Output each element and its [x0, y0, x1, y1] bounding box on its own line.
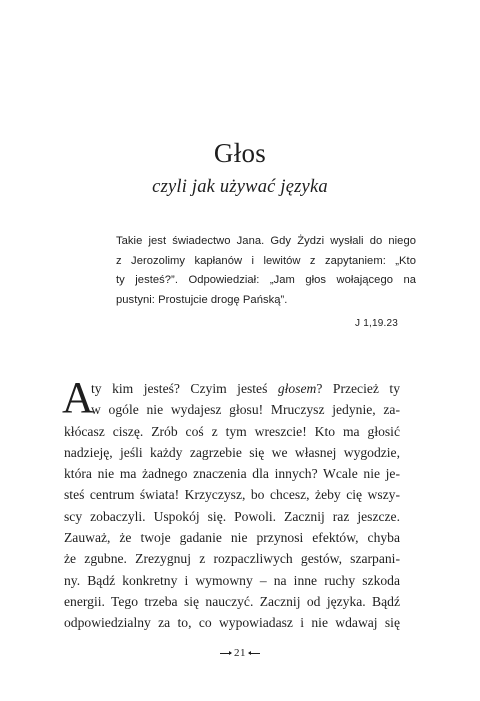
- emphasis: głosem: [277, 381, 317, 396]
- body-line: energii. Tego trzeba się nauczyć. Zacznij od języka. Bądź: [64, 593, 400, 609]
- page-number-value: 21: [234, 647, 246, 659]
- epigraph-line: z Jerozolimy kapłanów i lewitów z zapytaniem: „Kto: [116, 254, 416, 267]
- body-line: w ogóle nie wydajesz głosu! Mruczysz jedynie, za-: [91, 402, 400, 418]
- epigraph-line: Takie jest świadectwo Jana. Gdy Żydzi wysłali do niego: [116, 235, 416, 247]
- body-line: steś centrum świata! Krzyczysz, bo chcesz, żeby cię wszy-: [64, 487, 400, 503]
- body-line: scy zobaczyli. Uspokój się. Powoli. Zacznij raz jeszcze.: [64, 508, 400, 524]
- folio-ornament-left: [220, 653, 231, 654]
- epigraph: [116, 232, 416, 310]
- body-text: [62, 373, 400, 634]
- page-number: [0, 647, 480, 659]
- body-line: kłócasz ciszę. Zrób coś z tym wreszcie! Kto ma głosić: [64, 423, 400, 439]
- drop-cap: A: [62, 373, 94, 422]
- body-line: która nie ma żadnego znaczenia dla innych? Wcale nie je-: [64, 466, 400, 482]
- chapter-title: Głos: [213, 138, 267, 168]
- body-line: nadzieję, jeśli każdy zagrzebie się we własnej wygodzie,: [64, 444, 400, 460]
- epigraph-reference: J 1,19.23: [355, 318, 398, 329]
- body-line: ny. Bądź konkretny i wymowny – na inne ruchy szkoda: [64, 572, 400, 588]
- epigraph-line: pustyni: Prostujcie drogę Pańską”.: [116, 293, 288, 306]
- body-line: ty kim jesteś? Czyim jesteś głosem? Przecież ty: [91, 381, 400, 396]
- chapter-subtitle: czyli jak używać języka: [152, 177, 328, 197]
- body-line: Zauważ, że twoje gadanie nie przynosi efektów, chyba: [64, 530, 400, 546]
- body-line: odpowiedzialny za to, co wypowiadasz i nie wdawaj się: [64, 615, 400, 631]
- epigraph-line: ty jesteś?”. Odpowiedział: „Jam głos wołającego na: [116, 274, 416, 286]
- body-line: że zgubne. Zrezygnuj z rozpaczliwych gestów, szarpani-: [64, 551, 400, 567]
- folio-ornament-right: [249, 653, 260, 654]
